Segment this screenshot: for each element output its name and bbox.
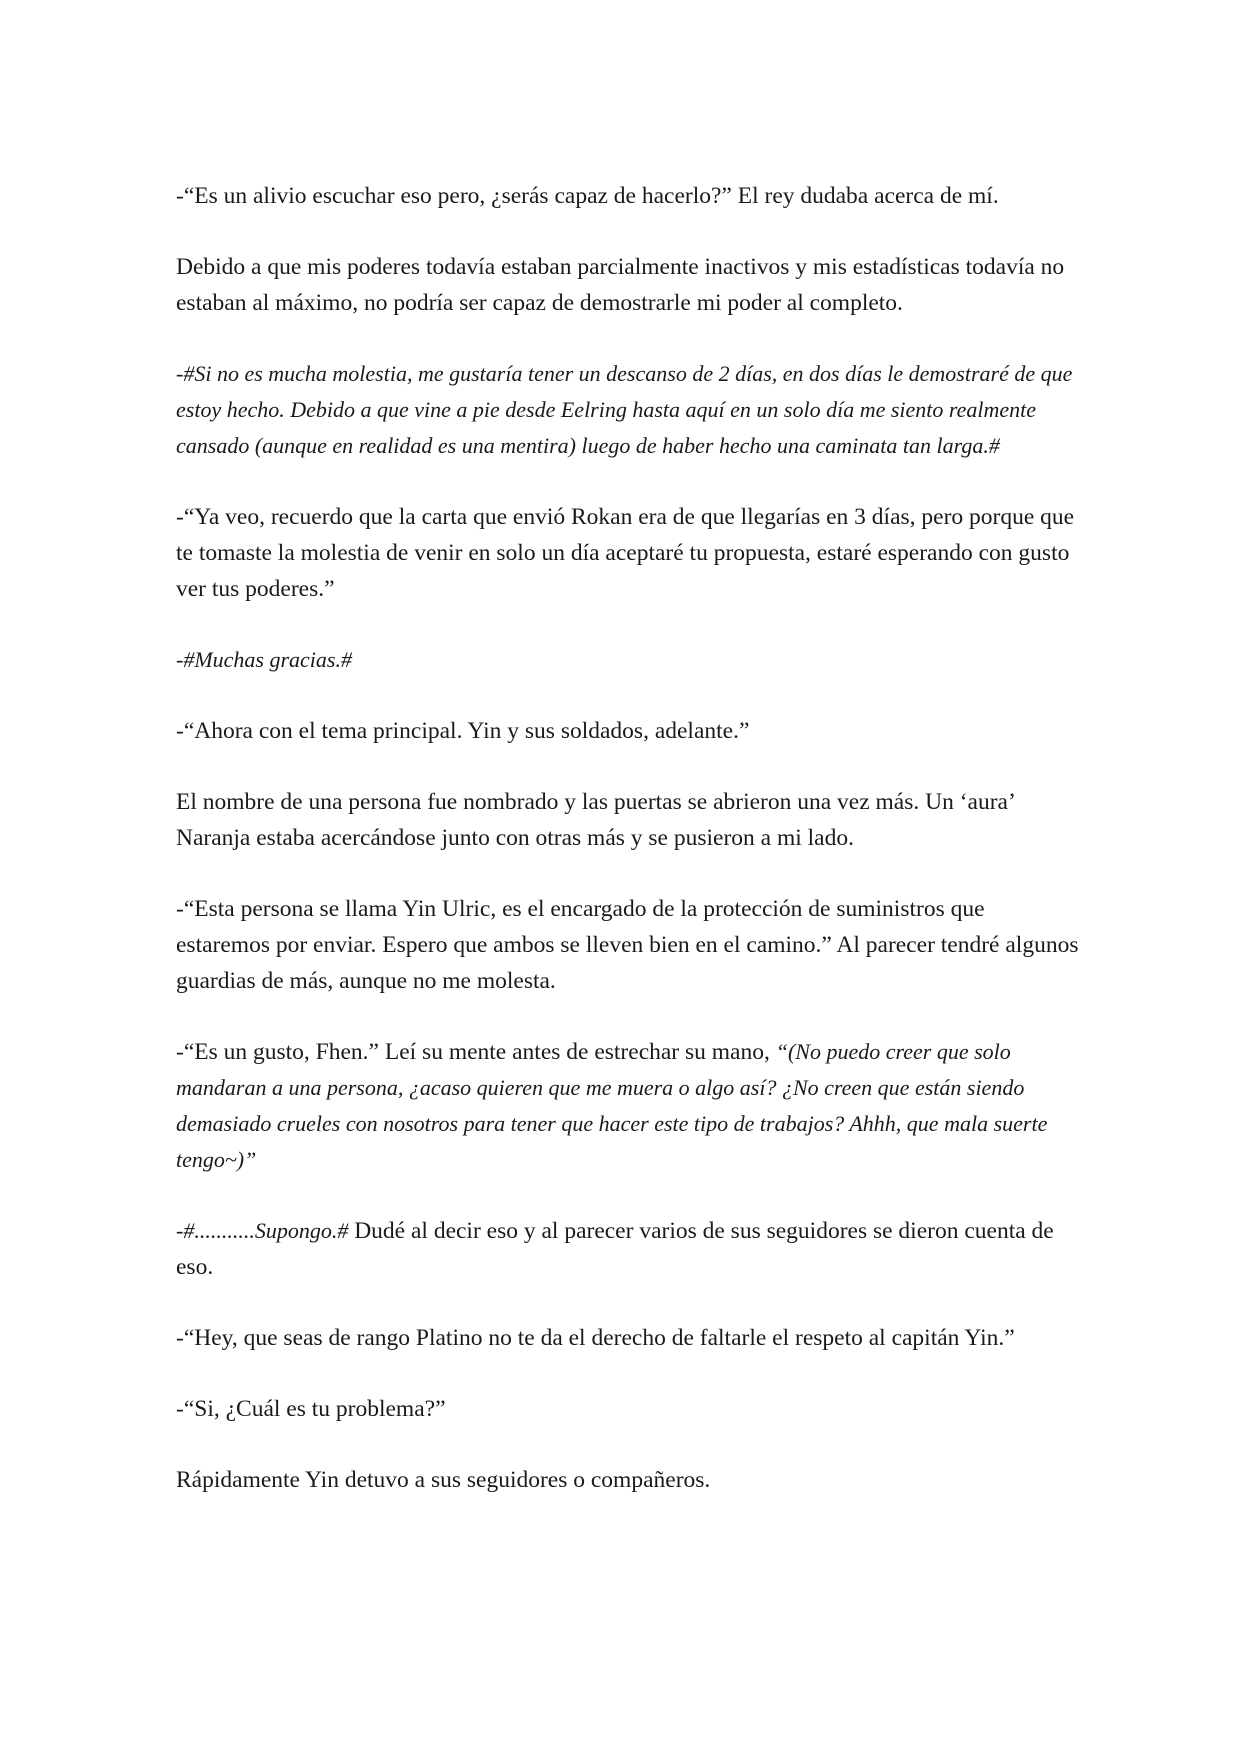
paragraph (176, 784, 1080, 856)
text-run: -“Es un alivio escuchar eso pero, ¿serás capaz de hacerlo?” El rey dudaba acerca de mí. (176, 183, 999, 209)
paragraph (176, 1213, 1080, 1285)
italic-text-run: -#Si no es mucha molestia, me gustaría tener un descanso de 2 días, en dos días le demostraré de que estoy hecho. Debido a que vine a pie desde Eelring hasta aquí en un solo día me siento realmente cansado (aunque en realidad es una mentira) luego de haber hecho una caminata tan larga.# (176, 361, 1073, 458)
italic-text-run: “(No puedo creer que solo mandaran a una persona, ¿acaso quieren que me muera o algo así? ¿No creen que están siendo demasiado crueles con nosotros para tener que hacer este tipo de trabajos? Ahhh, que mala suerte tengo~)” (176, 1039, 1048, 1172)
text-run: Rápidamente Yin detuvo a sus seguidores o compañeros. (176, 1467, 711, 1493)
paragraph (176, 891, 1080, 999)
paragraph (176, 713, 1080, 749)
paragraph (176, 1034, 1080, 1178)
paragraph (176, 249, 1080, 321)
text-run: Debido a que mis poderes todavía estaban parcialmente inactivos y mis estadísticas todavía no estaban al máximo, no podría ser capaz de demostrarle mi poder al completo. (176, 254, 1065, 316)
text-run: -“Ya veo, recuerdo que la carta que envió Rokan era de que llegarías en 3 días, pero porque que te tomaste la molestia de venir en solo un día aceptaré tu propuesta, estaré esperando con gusto ver tus poderes.” (176, 504, 1075, 602)
paragraph (176, 1320, 1080, 1356)
paragraph (176, 178, 1080, 214)
document-body (176, 178, 1080, 1533)
text-run: Dudé al decir eso y al parecer varios de sus seguidores se dieron cuenta de eso. (176, 1218, 1054, 1280)
paragraph (176, 356, 1080, 464)
text-run: -“Ahora con el tema principal. Yin y sus soldados, adelante.” (176, 718, 750, 744)
text-run: El nombre de una persona fue nombrado y las puertas se abrieron una vez más. Un ‘aura’ Naranja estaba acercándose junto con otras más y se pusieron a mi lado. (176, 789, 1015, 851)
text-run: -“Hey, que seas de rango Platino no te da el derecho de faltarle el respeto al capitán Yin.” (176, 1325, 1015, 1351)
text-run: -“Es un gusto, Fhen.” Leí su mente antes de estrechar su mano, (176, 1039, 776, 1065)
italic-text-run: -#Muchas gracias.# (176, 647, 352, 672)
paragraph (176, 1462, 1080, 1498)
text-run: -“Esta persona se llama Yin Ulric, es el encargado de la protección de suministros que estaremos por enviar. Espero que ambos se lleven bien en el camino.” Al parecer tendré algunos guardias de más, aunque no me molesta. (176, 896, 1079, 994)
text-run: -“Si, ¿Cuál es tu problema?” (176, 1396, 446, 1422)
paragraph (176, 642, 1080, 678)
paragraph (176, 499, 1080, 607)
italic-text-run: -#...........Supongo.# (176, 1218, 349, 1243)
paragraph (176, 1391, 1080, 1427)
